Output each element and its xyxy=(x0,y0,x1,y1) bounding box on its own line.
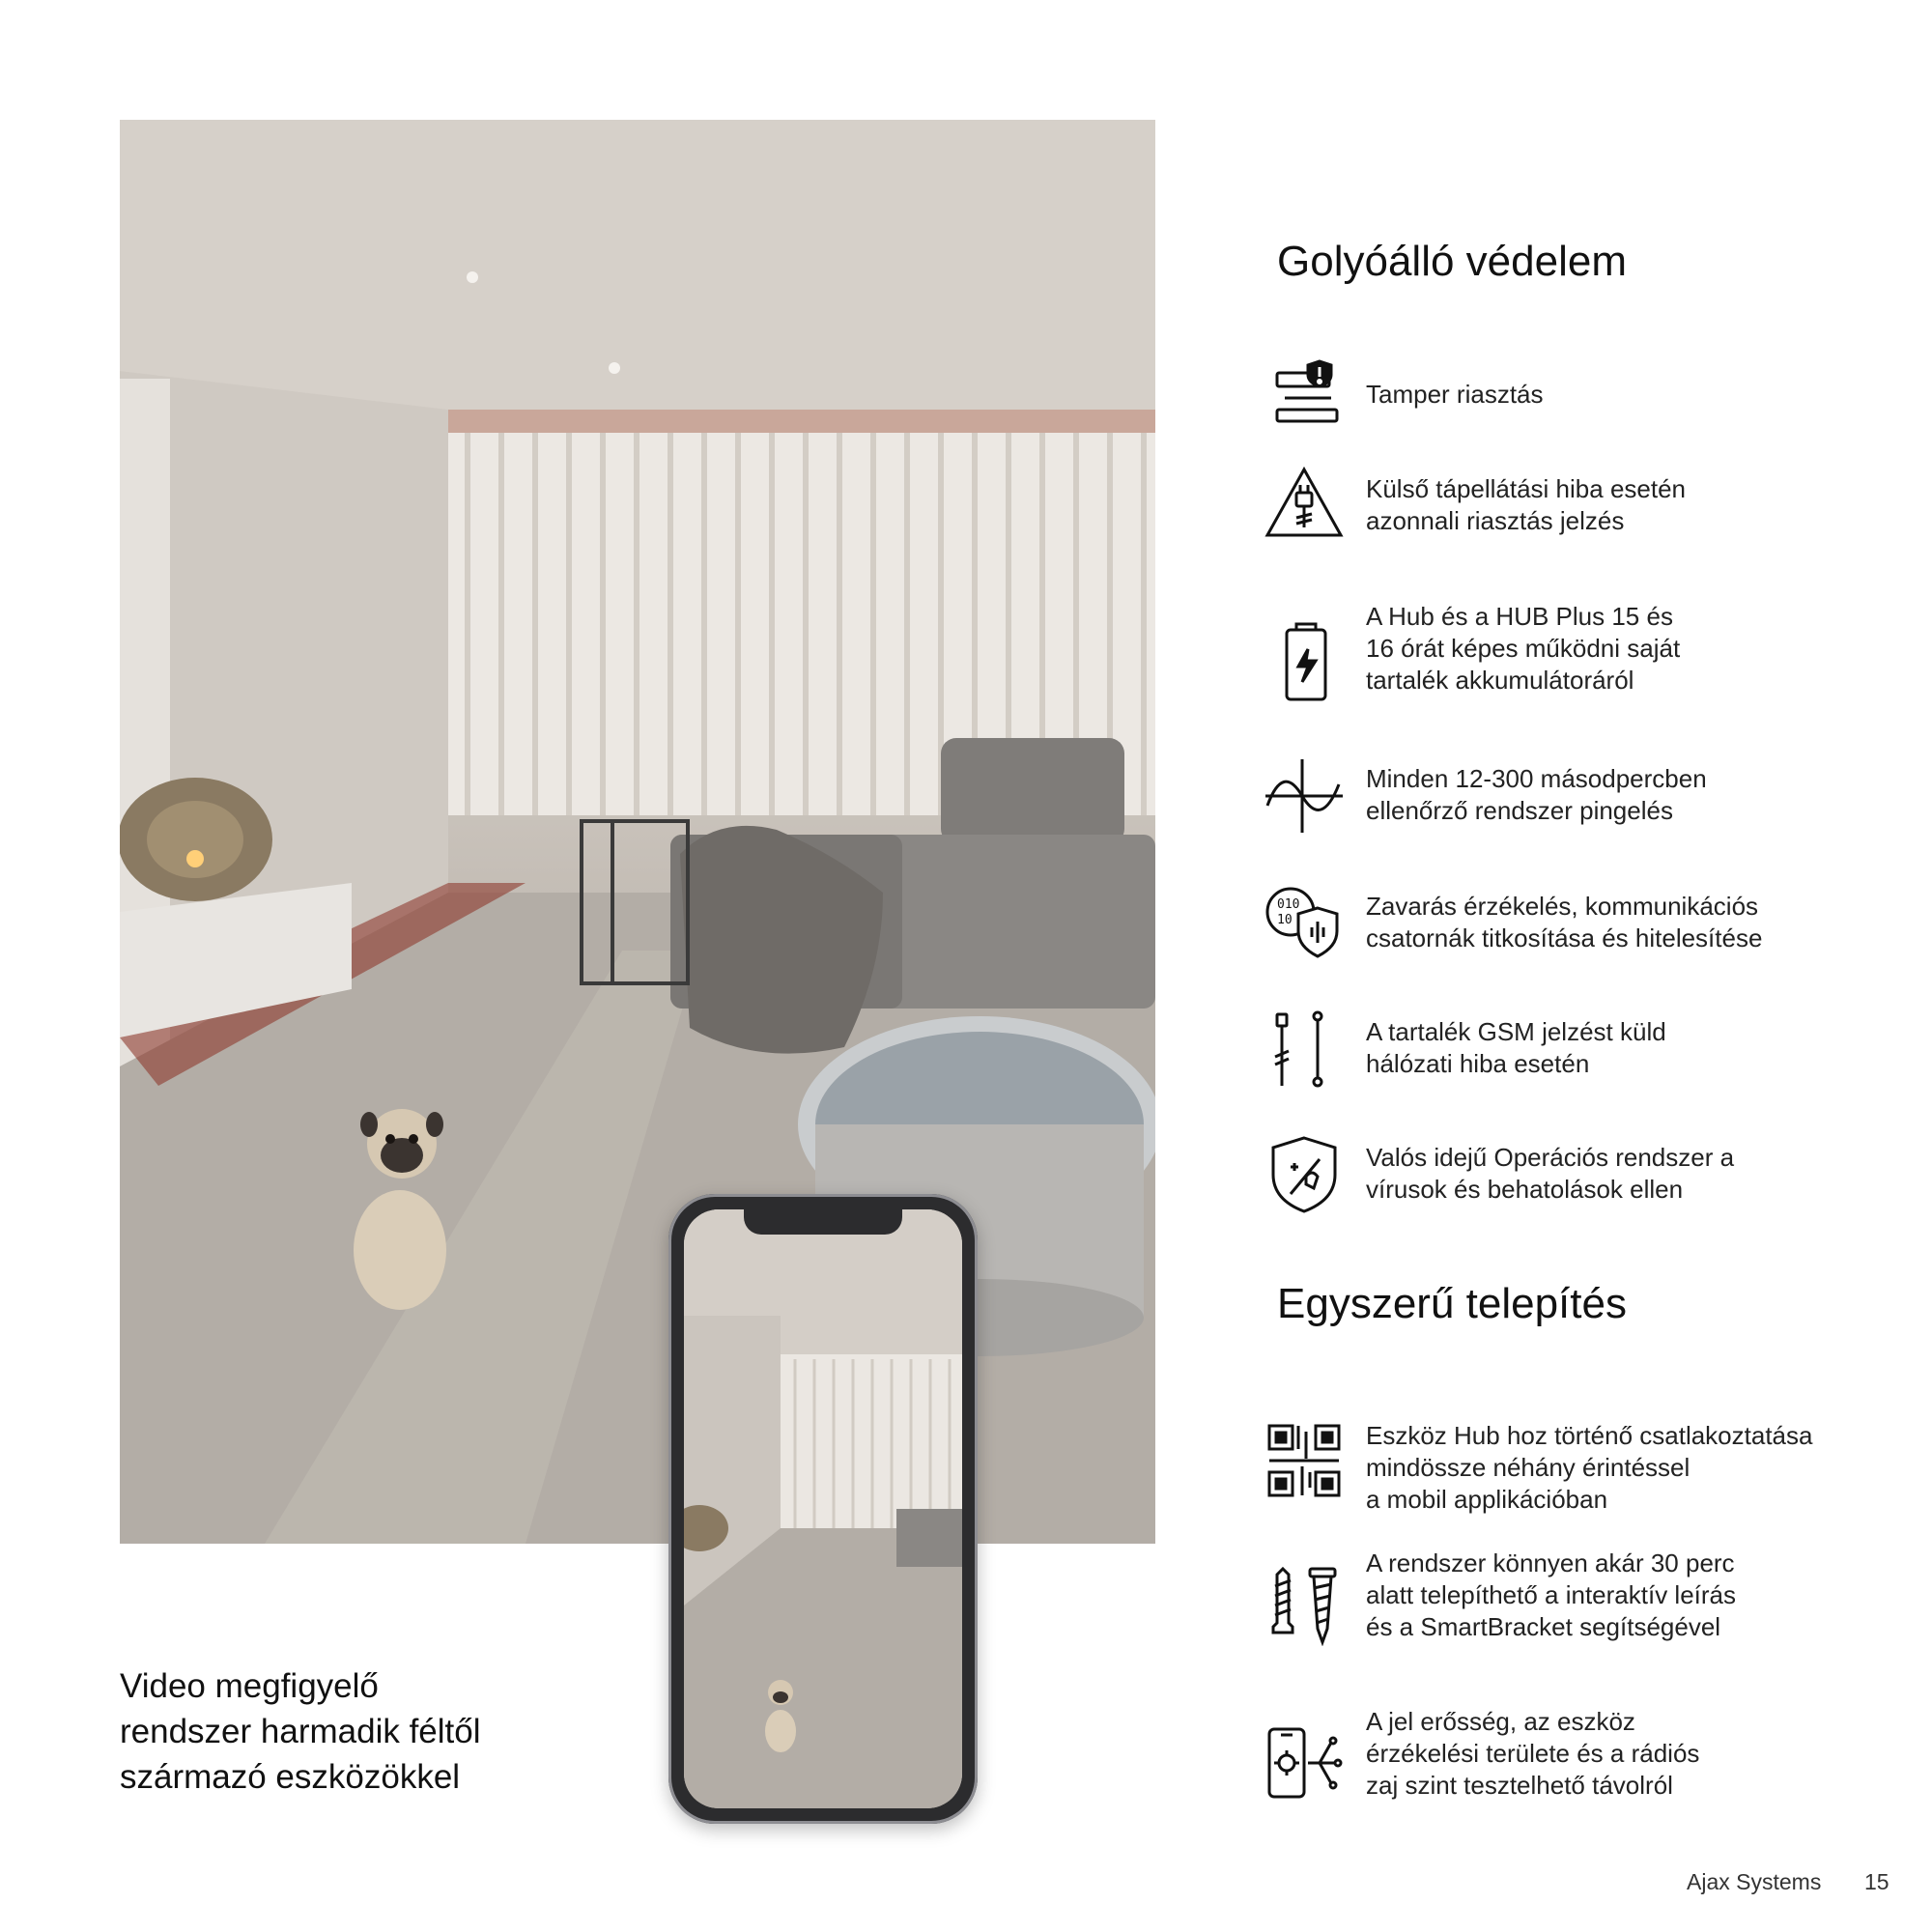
caption-line-3: származó eszközökkel xyxy=(120,1758,461,1796)
tamper-icon xyxy=(1264,357,1345,439)
battery-icon xyxy=(1264,622,1345,703)
feature-text-line: tartalék akkumulátoráról xyxy=(1366,666,1634,695)
feature-item xyxy=(1264,1420,1920,1526)
feature-item xyxy=(1264,601,1920,707)
caption-line-1: Video megfigyelő xyxy=(120,1667,379,1705)
feature-item xyxy=(1264,357,1920,464)
feature-text-line: vírusok és behatolások ellen xyxy=(1366,1175,1684,1204)
section-title-easy-installation: Egyszerű telepítés xyxy=(1277,1280,1627,1327)
section-title-bulletproof-protection: Golyóálló védelem xyxy=(1277,238,1627,285)
feature-text-line: Valós idejű Operációs rendszer a xyxy=(1366,1143,1735,1172)
smartphone-mockup xyxy=(668,1194,978,1824)
feature-item xyxy=(1264,464,1920,570)
svg-text:010: 010 xyxy=(1277,897,1300,912)
feature-text-line: Eszköz Hub hoz történő csatlakoztatása xyxy=(1366,1421,1813,1450)
page-number: 15 xyxy=(1864,1869,1889,1894)
feature-text-line: A Hub és a HUB Plus 15 és xyxy=(1366,602,1673,631)
footer-brand: Ajax Systems xyxy=(1687,1869,1822,1894)
feature-text-line: A tartalék GSM jelzést küld xyxy=(1366,1017,1666,1046)
living-room-photo xyxy=(120,120,1155,1544)
svg-text:10: 10 xyxy=(1277,913,1293,927)
feature-text-line: Zavarás érzékelés, kommunikációs xyxy=(1366,892,1759,921)
feature-text-line: Minden 12-300 másodpercben xyxy=(1366,764,1707,793)
feature-text-line: hálózati hiba esetén xyxy=(1366,1049,1590,1078)
feature-text-line: A jel erősség, az eszköz xyxy=(1366,1707,1635,1736)
feature-item xyxy=(1264,1706,1920,1812)
feature-text-line: Tamper riasztás xyxy=(1366,380,1544,409)
photo-caption xyxy=(120,1663,564,1800)
feature-text-line: A rendszer könnyen akár 30 perc xyxy=(1366,1548,1735,1577)
encryption-shield-icon xyxy=(1264,883,1345,964)
power-failure-warning-icon xyxy=(1264,464,1345,545)
qr-code-icon xyxy=(1264,1420,1345,1501)
feature-text-line: alatt telepíthető a interaktív leírás xyxy=(1366,1580,1736,1609)
feature-text-line: és a SmartBracket segítségével xyxy=(1366,1612,1721,1641)
phone-screen-camera-view xyxy=(684,1209,962,1808)
virus-shield-icon xyxy=(1264,1134,1345,1215)
gsm-backup-icon xyxy=(1264,1009,1345,1090)
feature-item xyxy=(1264,1009,1920,1115)
caption-line-2: rendszer harmadik féltől xyxy=(120,1713,481,1750)
feature-text-line: mindössze néhány érintéssel xyxy=(1366,1453,1690,1482)
remote-test-icon xyxy=(1264,1723,1345,1804)
feature-item xyxy=(1264,1134,1920,1240)
feature-text-line: 16 órát képes működni saját xyxy=(1366,634,1681,663)
feature-text-line: a mobil applikációban xyxy=(1366,1485,1608,1514)
screws-icon xyxy=(1264,1565,1345,1646)
feature-text-line: érzékelési területe és a rádiós xyxy=(1366,1739,1700,1768)
feature-item xyxy=(1264,883,1920,989)
feature-item xyxy=(1264,1548,1920,1654)
phone-notch xyxy=(744,1208,902,1235)
feature-text-line: zaj szint tesztelhető távolról xyxy=(1366,1771,1673,1800)
feature-item xyxy=(1264,755,1920,862)
ping-wave-icon xyxy=(1264,755,1345,837)
feature-text-line: ellenőrző rendszer pingelés xyxy=(1366,796,1673,825)
feature-text-line: azonnali riasztás jelzés xyxy=(1366,506,1625,535)
feature-text-line: csatornák titkosítása és hitelesítése xyxy=(1366,923,1763,952)
feature-text-line: Külső tápellátási hiba esetén xyxy=(1366,474,1687,503)
